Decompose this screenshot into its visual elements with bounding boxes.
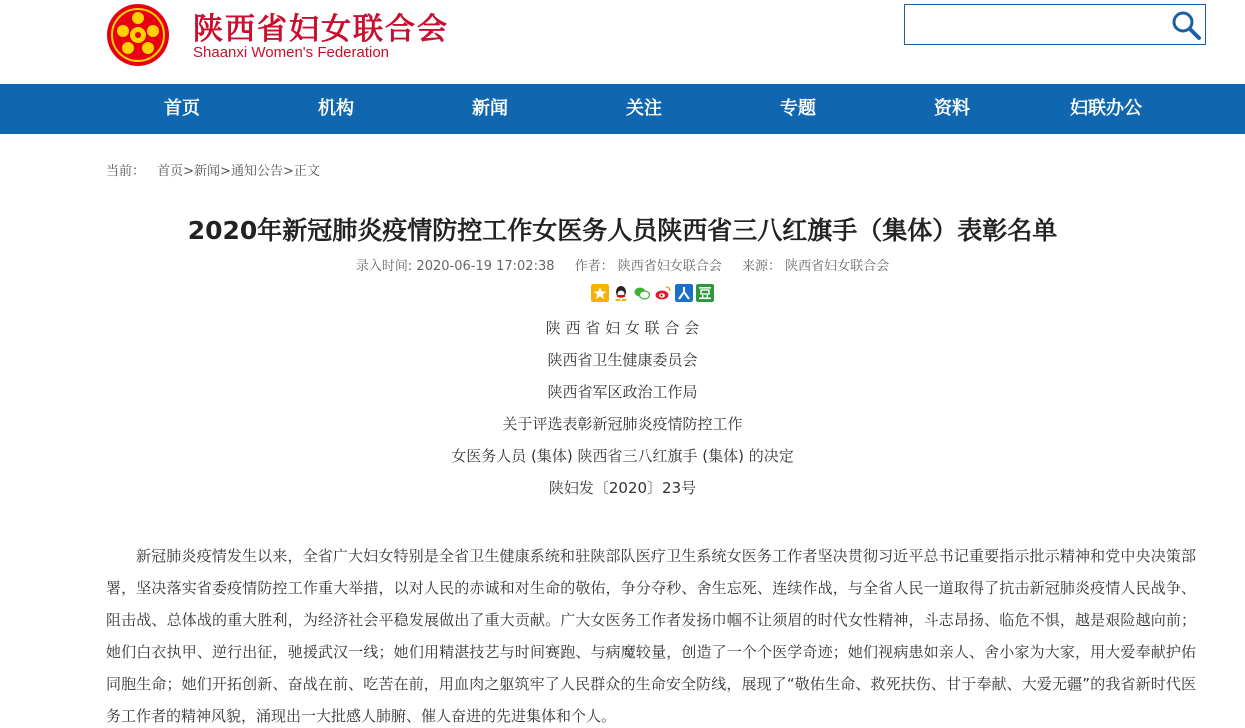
issuer-military-district: 陕西省军区政治工作局 — [547, 383, 698, 401]
share-bar — [591, 284, 714, 302]
nav-item-resources[interactable]: 资料 — [934, 98, 970, 119]
qq-icon[interactable] — [612, 284, 630, 302]
document-header-block — [0, 316, 1245, 508]
douban-icon[interactable] — [696, 284, 714, 302]
decision-title-line-1: 关于评选表彰新冠肺炎疫情防控工作 — [502, 415, 743, 433]
article-source: 来源： 陕西省妇女联合会 — [741, 259, 890, 274]
qzone-icon[interactable] — [591, 284, 609, 302]
breadcrumb-prefix: 当前： — [106, 164, 146, 179]
site-header — [0, 0, 1245, 84]
renren-icon[interactable] — [675, 284, 693, 302]
issuer-health-commission: 陕西省卫生健康委员会 — [547, 351, 698, 369]
nav-item-office[interactable]: 妇联办公 — [1070, 98, 1142, 119]
nav-item-topics[interactable]: 专题 — [780, 98, 816, 119]
nav-item-organization[interactable]: 机构 — [318, 98, 354, 119]
search-input[interactable] — [905, 5, 1163, 44]
search-box — [904, 4, 1206, 45]
nav-item-home[interactable]: 首页 — [164, 98, 200, 119]
site-logo-title[interactable]: 陕西省妇女联合会 — [193, 12, 449, 47]
document-number: 陕妇发〔2020〕23号 — [548, 479, 697, 497]
article-title: 2020年新冠肺炎疫情防控工作女医务人员陕西省三八红旗手（集体）表彰名单 — [187, 216, 1058, 245]
main-nav — [0, 84, 1245, 134]
publish-time: 录入时间: 2020-06-19 17:02:38 — [355, 259, 555, 274]
nav-item-focus[interactable]: 关注 — [626, 98, 662, 119]
article-meta — [0, 255, 1245, 274]
article-author: 作者： 陕西省妇女联合会 — [574, 259, 722, 274]
federation-logo-icon[interactable] — [106, 3, 170, 67]
decision-title-line-2: 女医务人员 (集体) 陕西省三八红旗手 (集体) 的决定 — [451, 447, 794, 465]
issuer-women-federation: 陕 西 省 妇 女 联 合 会 — [545, 319, 700, 337]
weibo-icon[interactable] — [654, 284, 672, 302]
article-paragraph: 新冠肺炎疫情发生以来，全省广大妇女特别是全省卫生健康系统和驻陕部队医疗卫生系统女医务工作者坚决贯彻习近平总书记重要指示批示精神和党中央决策部署，坚决落实省委疫情防控工作重大举措，以对人民的赤诚和对生命的敬佑，争分夺秒、舍生忘死、连续作战，与全省人民一道取得了抗击新冠肺炎疫情人民战争、阻击战、总体战的重大胜利，为经济社会平稳发展做出了重大贡献。广大女医务工作者发扬巾帼不让须眉的时代女性精神，斗志昂扬、临危不惧，越是艰险越向前；她们白衣执甲、逆行出征，驰援武汉一线；她们用精湛技艺与时间赛跑、与病魔较量，创造了一个个医学奇迹；她们视病患如亲人、舍小家为大家，用大爱奉献护佑同胞生命；她们开拓创新、奋战在前、吃苦在前，用血肉之躯筑牢了人民群众的生命安全防线，展现了“敬佑生命、救死扶伤、甘于奉献、大爱无疆”的我省新时代医务工作者的精神风貌，涌现出一大批感人肺腑、催人奋进的先进集体和个人。 — [106, 547, 1196, 725]
breadcrumb — [106, 160, 320, 179]
nav-item-news[interactable]: 新闻 — [472, 98, 508, 119]
wechat-icon[interactable] — [633, 284, 651, 302]
site-logo-subtitle[interactable]: Shaanxi Women's Federation — [193, 44, 390, 61]
breadcrumb-path[interactable]: 首页>新闻>通知公告>正文 — [157, 164, 320, 179]
search-icon[interactable] — [1169, 8, 1203, 42]
